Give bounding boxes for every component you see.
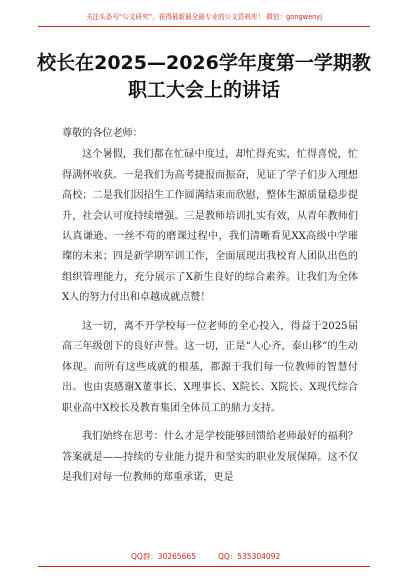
footer-qq-number: QQ：535304092 [218,552,281,561]
footer-divider [38,566,370,567]
greeting: 尊敬的各位老师： [62,128,143,139]
document-body [62,124,358,497]
top-banner: 关注头条号“公文研究”，获得最新最全最专业的公文资料库！ 微信：gongwenyj [38,11,370,27]
paragraph-1: 这个暑假，我们都在忙碌中度过，却忙得充实，忙得喜悦，忙得满怀收获。一是我们为高考捷报而振奋，见证了学子们步入理想高校；二是我们因招生工作圆满结束而欣慰，整体生源质量稳步提升，社会认可度持续增强。三是教师培训扎实有效，从青年教师们认真谦逊、一丝不苟的磨课过程中，我们清晰看见XX高级中学璀璨的未来；四是新学期军训工作，全面展现出我校育人团队出色的组织管理能力，充分展示了X新生良好的综合素养。让我们为全体X人的努力付出和卓越成就点赞！ [62,149,358,304]
paragraph-2: 这一切，离不开学校每一位老师的全心投入，得益于2025届高三年级创下的良好声誉。这一切，正是“人心齐，泰山移”的生动体现。而所有这些成就的根基，都源于我们每一位教师的智慧付出。也由衷感谢X董事长、X理事长、X院长、X院长、X现代综合职业高中X校长及教育集团全体员工的鼎力支持。 [62,321,358,414]
title-line-1: 校长在2025—2026学年度第一学期教 [37,52,371,74]
title-line-2: 职工大会上的讲话 [127,79,280,101]
footer-qq-group: QQ群：30265665 [131,552,196,561]
paragraph-3: 我们始终在思考：什么才是学校能够回馈给老师最好的福利？答案就是——持续的专业能力提升和坚实的职业发展保障。这不仅是我们对每一位教师的郑重承诺，更是 [62,431,358,484]
document-title [20,50,388,104]
